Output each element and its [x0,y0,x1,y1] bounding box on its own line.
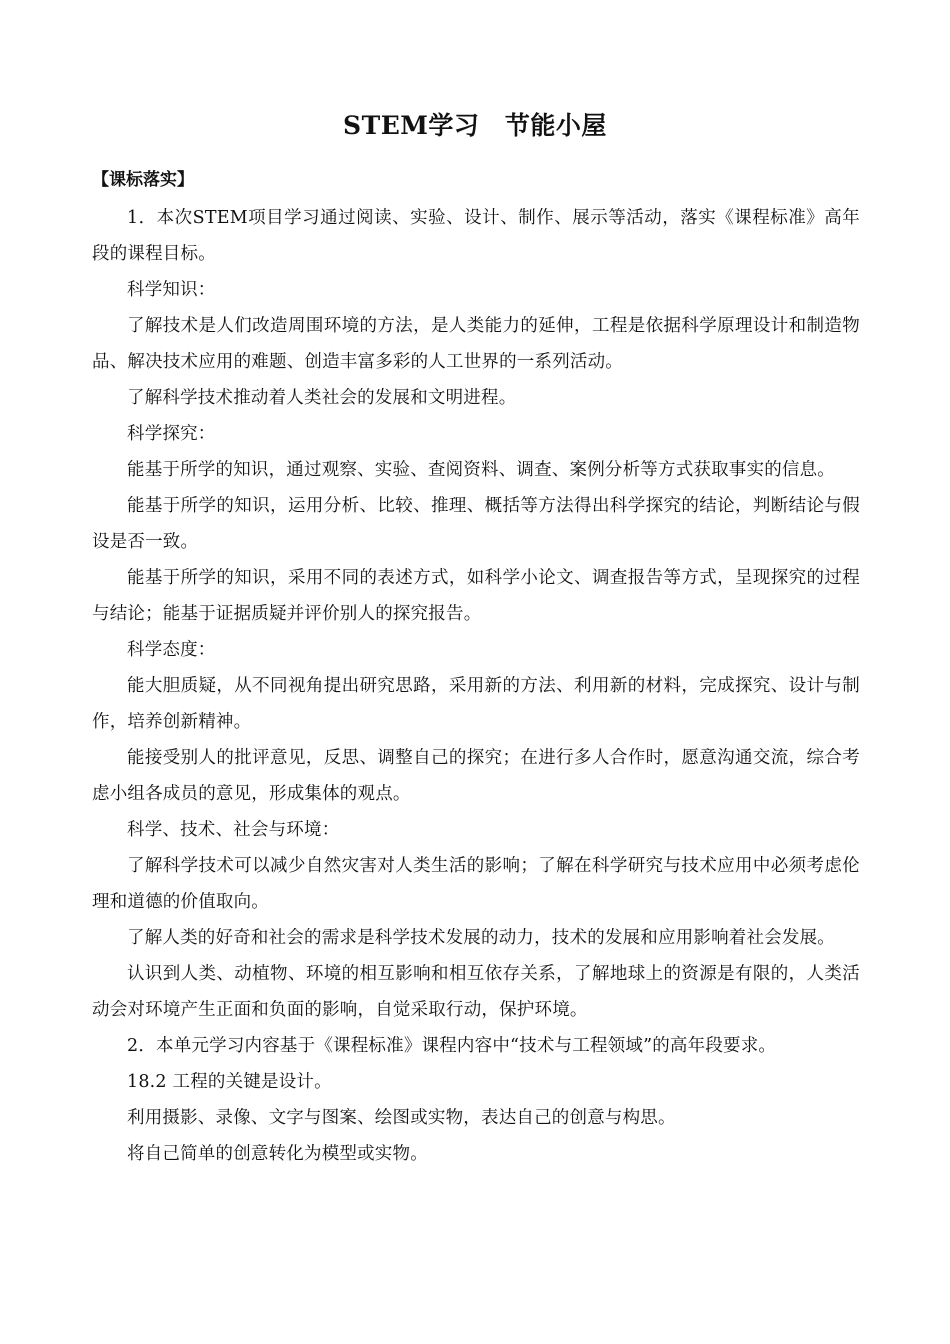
document-title: STEM学习 节能小屋 [343,111,607,140]
subheading-science-inquiry: 科学探究： [127,424,216,444]
paragraph: 能基于所学的知识，采用不同的表述方式，如科学小论文、调查报告等方式，呈现探究的过程与结论；能基于证据质疑并评价别人的探究报告。 [92,568,860,624]
subheading-science-knowledge: 科学知识： [127,280,216,300]
paragraph: 了解技术是人们改造周围环境的方法，是人类能力的延伸，工程是依据科学原理设计和制造物品、解决技术应用的难题、创造丰富多彩的人工世界的一系列活动。 [92,316,860,372]
paragraph: 能基于所学的知识，通过观察、实验、查阅资料、调查、案例分析等方式获取事实的信息。 [127,460,835,480]
document-body [92,200,860,1172]
paragraph: 将自己简单的创意转化为模型或实物。 [127,1144,428,1164]
paragraph-goal-2: 2．本单元学习内容基于《课程标准》课程内容中“技术与工程领域”的高年段要求。 [127,1036,777,1056]
section-heading: 【课标落实】 [92,170,194,190]
paragraph-goal-1: 1．本次STEM项目学习通过阅读、实验、设计、制作、展示等活动，落实《课程标准》高年段的课程目标。 [92,208,860,264]
paragraph: 了解科学技术推动着人类社会的发展和文明进程。 [127,388,517,408]
paragraph: 能基于所学的知识，运用分析、比较、推理、概括等方法得出科学探究的结论，判断结论与假设是否一致。 [92,496,860,552]
paragraph: 认识到人类、动植物、环境的相互影响和相互依存关系，了解地球上的资源是有限的，人类活动会对环境产生正面和负面的影响，自觉采取行动，保护环境。 [92,964,860,1020]
paragraph: 18.2 工程的关键是设计。 [127,1072,332,1092]
paragraph: 利用摄影、录像、文字与图案、绘图或实物，表达自己的创意与构思。 [127,1108,676,1128]
paragraph: 能接受别人的批评意见，反思、调整自己的探究；在进行多人合作时，愿意沟通交流，综合考虑小组各成员的意见，形成集体的观点。 [92,748,860,804]
subheading-stse: 科学、技术、社会与环境： [127,820,340,840]
paragraph: 能大胆质疑，从不同视角提出研究思路，采用新的方法、利用新的材料，完成探究、设计与制作，培养创新精神。 [92,676,860,732]
paragraph: 了解科学技术可以减少自然灾害对人类生活的影响；了解在科学研究与技术应用中必须考虑伦理和道德的价值取向。 [92,856,860,912]
subheading-science-attitude: 科学态度： [127,640,216,660]
paragraph: 了解人类的好奇和社会的需求是科学技术发展的动力，技术的发展和应用影响着社会发展。 [127,928,835,948]
